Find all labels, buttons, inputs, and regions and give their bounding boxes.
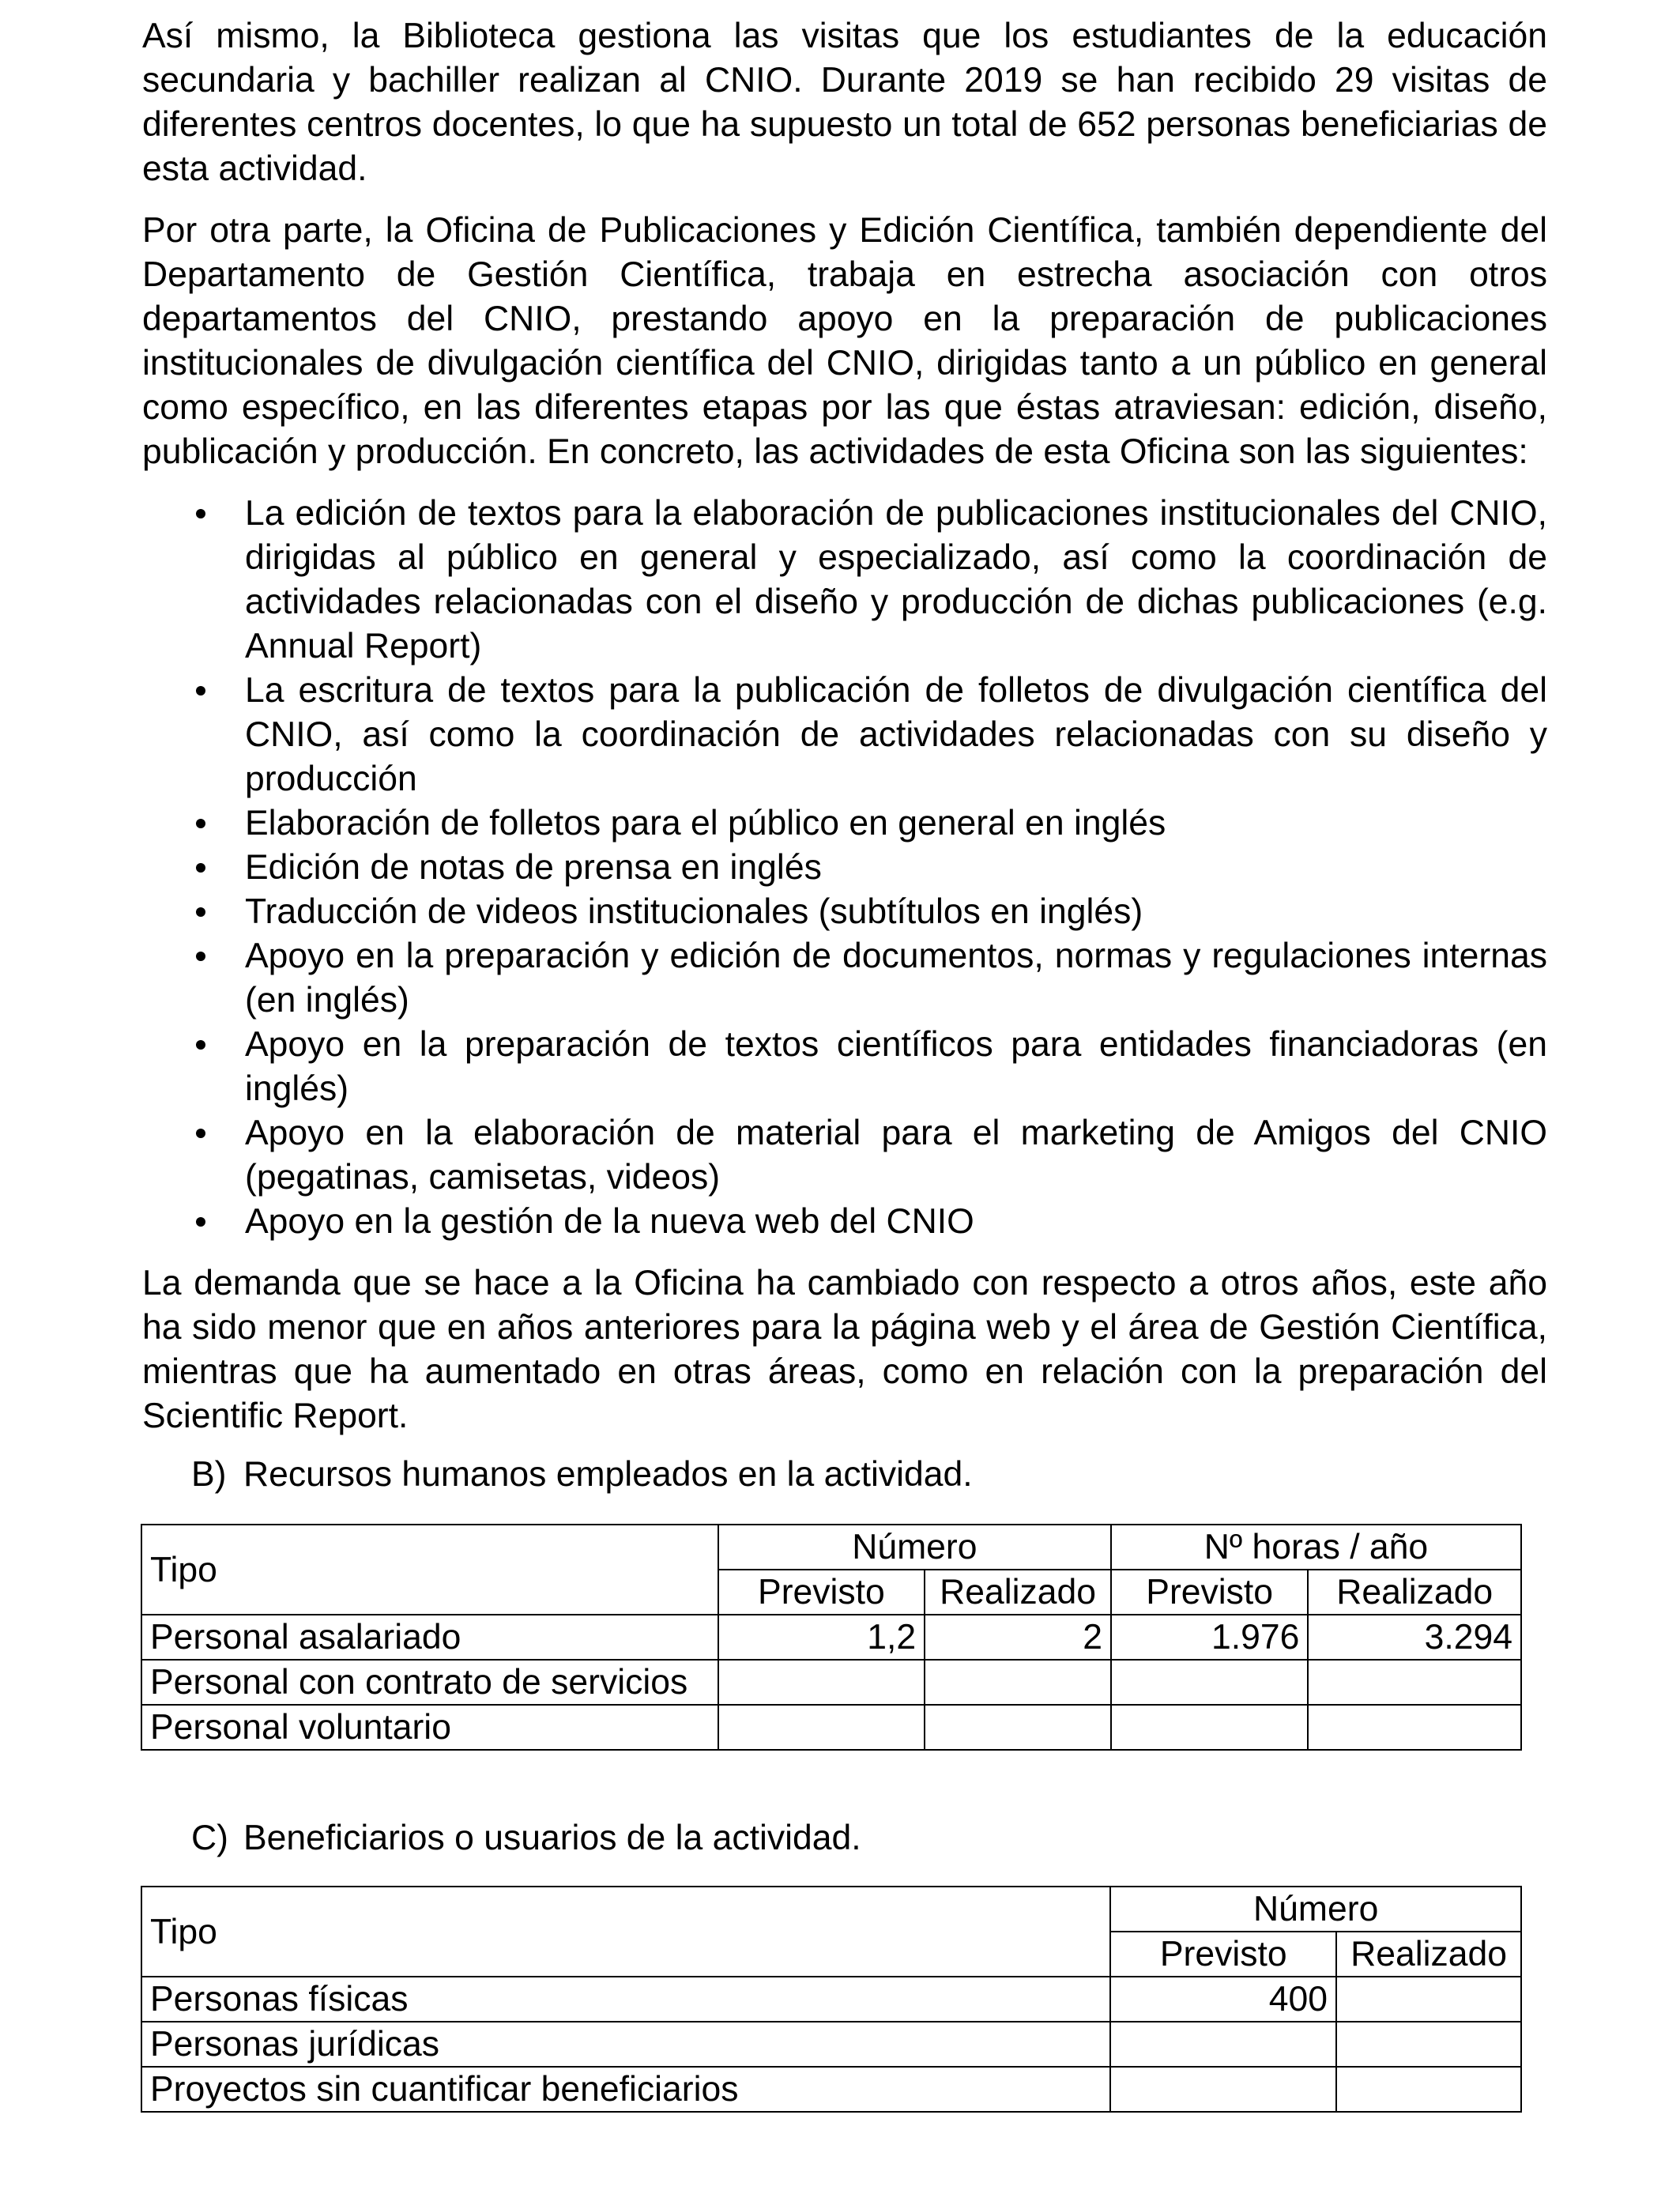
table-cell xyxy=(1336,2022,1521,2067)
table-cell: 1,2 xyxy=(718,1615,925,1660)
section-c-letter: C) xyxy=(191,1819,228,1857)
column-header-tipo: Tipo xyxy=(141,1525,718,1615)
table-cell xyxy=(1111,1705,1308,1750)
list-item-text: Traducción de videos institucionales (subtítulos en inglés) xyxy=(245,892,1143,931)
bullet-icon xyxy=(196,952,205,961)
table-cell xyxy=(1110,2022,1336,2067)
document-body xyxy=(142,14,1547,1456)
column-group-horas: Nº horas / año xyxy=(1111,1525,1521,1570)
table-cell: 400 xyxy=(1110,1977,1336,2022)
column-header-realizado: Realizado xyxy=(1308,1570,1521,1615)
bullet-icon xyxy=(196,1217,205,1227)
bullet-icon xyxy=(196,509,205,518)
table-row xyxy=(141,2067,1521,2112)
bullet-icon xyxy=(196,863,205,873)
list-item-text: Apoyo en la preparación de textos científicos para entidades financiadoras (en inglés) xyxy=(245,1025,1547,1108)
list-item-text: Apoyo en la elaboración de material para el marketing de Amigos del CNIO (pegatinas, camisetas, videos) xyxy=(245,1114,1547,1197)
list-item xyxy=(142,934,1547,1023)
list-item xyxy=(142,492,1547,669)
bullet-icon xyxy=(196,1129,205,1138)
section-c-title: Beneficiarios o usuarios de la actividad. xyxy=(243,1819,861,1857)
column-group-numero: Número xyxy=(718,1525,1111,1570)
table-row xyxy=(141,1705,1521,1750)
column-header-previsto: Previsto xyxy=(718,1570,925,1615)
beneficiarios-table xyxy=(141,1886,1522,2113)
column-header-previsto: Previsto xyxy=(1111,1570,1308,1615)
list-item-text: La escritura de textos para la publicación de folletos de divulgación científica del CNIO, así como la coordinación de actividades relacionadas con su diseño y producción xyxy=(245,671,1547,798)
list-item-text: Apoyo en la gestión de la nueva web del CNIO xyxy=(245,1202,974,1241)
table-cell xyxy=(1308,1705,1521,1750)
table-cell-tipo: Personas jurídicas xyxy=(141,2022,1110,2067)
table-header-row xyxy=(141,1525,1521,1570)
bullet-icon xyxy=(196,686,205,696)
bullet-icon xyxy=(196,907,205,917)
recursos-humanos-table xyxy=(141,1524,1522,1751)
table-header-row xyxy=(141,1887,1521,1932)
section-b-heading xyxy=(191,1453,973,1497)
list-item xyxy=(142,890,1547,934)
section-c-heading xyxy=(191,1816,861,1860)
table-row xyxy=(141,1977,1521,2022)
table-row xyxy=(141,2022,1521,2067)
bullet-icon xyxy=(196,819,205,828)
paragraph-biblioteca-visitas: Así mismo, la Biblioteca gestiona las visitas que los estudiantes de la educación secundaria y bachiller realizan al CNIO. Durante 2019 se han recibido 29 visitas de diferentes centros docentes, lo que ha supuesto un total de 652 personas beneficiarias de esta actividad. xyxy=(142,17,1547,188)
list-item-text: La edición de textos para la elaboración de publicaciones institucionales del CNIO, dirigidas al público en general y especializado, así como la coordinación de actividades relacionadas con el diseño y producción de dichas publicaciones (e.g. Annual Report) xyxy=(245,494,1547,665)
list-item xyxy=(142,846,1547,890)
table-cell xyxy=(925,1705,1111,1750)
list-item xyxy=(142,1023,1547,1111)
list-item xyxy=(142,801,1547,846)
table-cell-tipo: Personal asalariado xyxy=(141,1615,718,1660)
bullet-icon xyxy=(196,1040,205,1050)
paragraph-demanda-oficina: La demanda que se hace a la Oficina ha cambiado con respecto a otros años, este año ha sido menor que en años anteriores para la página web y el área de Gestión Científica, mientras que ha aumentado en otras áreas, como en relación con la preparación del Scientific Report. xyxy=(142,1264,1547,1435)
column-header-previsto: Previsto xyxy=(1110,1932,1336,1977)
column-group-numero: Número xyxy=(1110,1887,1521,1932)
paragraph-oficina-publicaciones: Por otra parte, la Oficina de Publicaciones y Edición Científica, también dependiente del Departamento de Gestión Científica, trabaja en estrecha asociación con otros departamentos del CNIO, prestando apoyo en la preparación de publicaciones institucionales de divulgación científica del CNIO, dirigidas tanto a un público en general como específico, en las diferentes etapas por las que éstas atraviesan: edición, diseño, publicación y producción. En concreto, las actividades de esta Oficina son las siguientes: xyxy=(142,211,1547,471)
table-cell-tipo: Personal con contrato de servicios xyxy=(141,1660,718,1705)
table-cell-tipo: Personal voluntario xyxy=(141,1705,718,1750)
table-cell xyxy=(718,1660,925,1705)
list-item-text: Edición de notas de prensa en inglés xyxy=(245,848,822,887)
table-cell xyxy=(1308,1660,1521,1705)
list-item xyxy=(142,1111,1547,1200)
table-cell: 2 xyxy=(925,1615,1111,1660)
table-cell xyxy=(1336,2067,1521,2112)
table-cell: 3.294 xyxy=(1308,1615,1521,1660)
activities-list xyxy=(142,492,1547,1244)
column-header-realizado: Realizado xyxy=(1336,1932,1521,1977)
table-cell-tipo: Personas físicas xyxy=(141,1977,1110,2022)
section-b-letter: B) xyxy=(191,1455,227,1494)
table-cell xyxy=(718,1705,925,1750)
list-item-text: Elaboración de folletos para el público en general en inglés xyxy=(245,804,1166,843)
table-cell xyxy=(1336,1977,1521,2022)
section-b-title: Recursos humanos empleados en la actividad. xyxy=(243,1455,973,1494)
table-cell xyxy=(925,1660,1111,1705)
column-header-realizado: Realizado xyxy=(925,1570,1111,1615)
list-item-text: Apoyo en la preparación y edición de documentos, normas y regulaciones internas (en inglés) xyxy=(245,937,1547,1020)
table-row xyxy=(141,1615,1521,1660)
table-cell xyxy=(1110,2067,1336,2112)
list-item xyxy=(142,669,1547,801)
list-item xyxy=(142,1200,1547,1244)
table-row xyxy=(141,1660,1521,1705)
table-cell-tipo: Proyectos sin cuantificar beneficiarios xyxy=(141,2067,1110,2112)
table-cell xyxy=(1111,1660,1308,1705)
column-header-tipo: Tipo xyxy=(141,1887,1110,1977)
table-cell: 1.976 xyxy=(1111,1615,1308,1660)
